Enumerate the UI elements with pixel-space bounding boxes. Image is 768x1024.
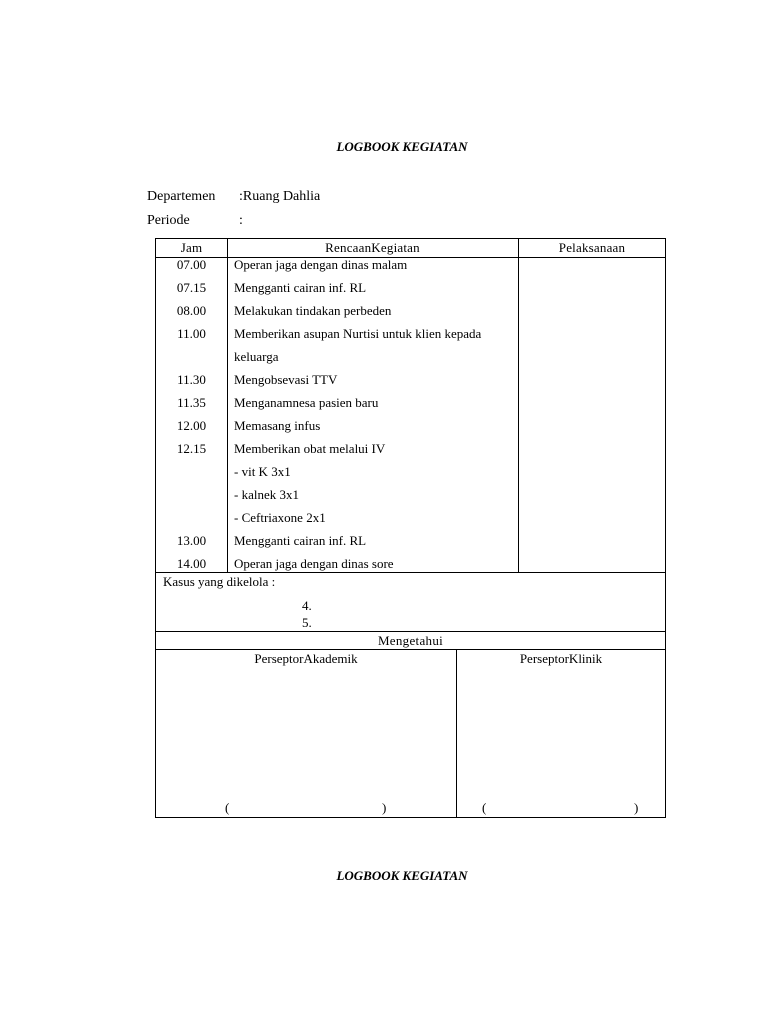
row-activity: Memasang infus [234,418,321,433]
klinik-close-paren: ) [634,800,639,815]
row-time: 12.00 [176,418,207,433]
table-row [156,533,518,556]
row-activity: Memberikan asupan Nurtisi untuk klien kepada [234,326,482,341]
mengetahui-section [155,631,666,650]
table-row [156,464,518,487]
table-row [156,303,518,326]
akademik-close-paren: ) [382,800,387,815]
perseptor-klinik-label: PerseptorKlinik [519,651,603,666]
row-time: 07.00 [176,257,207,272]
row-time: 11.00 [177,326,206,341]
table-row [156,257,518,280]
header-jam: Jam [180,240,203,255]
row-time: 13.00 [176,533,207,548]
row-time: 12.15 [176,441,207,456]
row-activity: Memberikan obat melalui IV [234,441,386,456]
document-title: LOGBOOK KEGIATAN [336,139,468,154]
kasus-label: Kasus yang dikelola : [163,574,276,589]
row-activity: keluarga [234,349,279,364]
activity-table [155,238,666,573]
table-row [156,372,518,395]
row-activity: - Ceftriaxone 2x1 [234,510,326,525]
klinik-open-paren: ( [482,800,487,815]
row-activity: Mengganti cairan inf. RL [234,533,367,548]
row-time: 08.00 [176,303,207,318]
row-activity: Mengobsevasi TTV [234,372,338,387]
row-activity: - vit K 3x1 [234,464,291,479]
signature-section [155,649,666,818]
table-row [156,487,518,510]
table-row [156,349,518,372]
departemen-line [147,189,320,205]
header-rencana-kegiatan: RencaanKegiatan [325,240,420,255]
kasus-item: 4. [302,598,312,613]
row-activity: Operan jaga dengan dinas sore [234,556,394,571]
departemen-value: :Ruang Dahlia [239,189,321,204]
kasus-item: 5. [302,615,312,630]
row-activity: Operan jaga dengan dinas malam [234,257,408,272]
periode-value: : [239,213,243,228]
table-row [156,441,518,464]
row-time: 11.30 [177,372,206,387]
header-pelaksanaan: Pelaksanaan [558,240,626,255]
kasus-section [155,572,666,632]
table-row [156,510,518,533]
departemen-label: Departemen [147,189,216,204]
row-activity: Mengganti cairan inf. RL [234,280,367,295]
row-time: 14.00 [176,556,207,571]
row-time: 11.35 [177,395,206,410]
row-activity: Melakukan tindakan perbeden [234,303,392,318]
table-row [156,326,518,349]
akademik-open-paren: ( [225,800,230,815]
row-activity: Menganamnesa pasien baru [234,395,379,410]
periode-line [147,213,243,229]
perseptor-akademik-label: PerseptorAkademik [254,651,358,666]
row-time: 07.15 [176,280,207,295]
signature-divider [456,650,457,817]
table-row [156,418,518,441]
table-row [156,280,518,303]
periode-label: Periode [147,213,190,228]
column-divider [518,239,519,572]
mengetahui-label: Mengetahui [377,633,444,648]
next-page-title: LOGBOOK KEGIATAN [336,868,468,883]
table-row [156,395,518,418]
row-activity: - kalnek 3x1 [234,487,299,502]
